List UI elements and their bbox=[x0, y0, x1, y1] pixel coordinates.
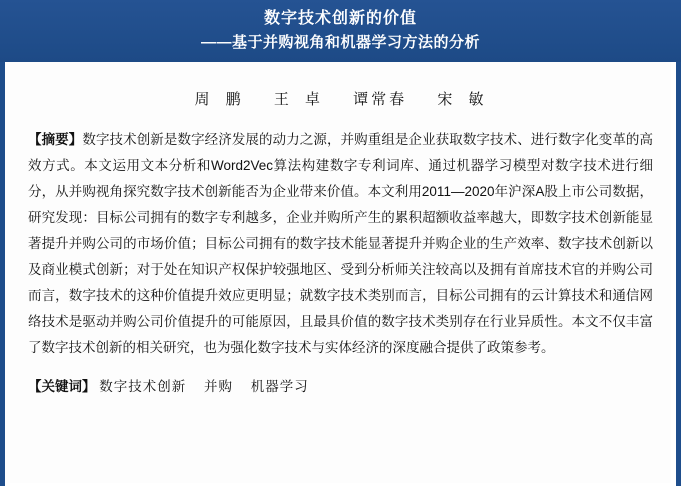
author-name: 周 鹏 bbox=[194, 91, 244, 108]
keyword-item: 数字技术创新 bbox=[99, 379, 187, 394]
author-list bbox=[28, 88, 653, 109]
document-body bbox=[0, 62, 681, 486]
keywords-block bbox=[28, 375, 653, 399]
document-header-band bbox=[0, 0, 681, 62]
abstract-block bbox=[28, 127, 653, 361]
page-subtitle: ——基于并购视角和机器学习方法的分析 bbox=[200, 34, 480, 51]
page-title: 数字技术创新的价值 bbox=[263, 10, 417, 27]
author-name: 宋 敏 bbox=[437, 91, 487, 108]
keyword-item: 并购 bbox=[204, 379, 234, 394]
document-content bbox=[10, 62, 671, 486]
keyword-item: 机器学习 bbox=[250, 379, 309, 394]
author-name: 王 卓 bbox=[273, 91, 323, 108]
keywords-label: 【关键词】 bbox=[28, 379, 96, 394]
abstract-label: 【摘要】 bbox=[28, 132, 83, 147]
author-name: 谭常春 bbox=[353, 91, 408, 108]
abstract-text: 数字技术创新是数字经济发展的动力之源，并购重组是企业获取数字技术、进行数字化变革的高效方式。本文运用文本分析和Word2Vec算法构建数字专利词库、通过机器学习模型对数字技术进行细分，从并购视角探究数字技术创新能否为企业带来价值。本文利用2011—2020年沪深A股上市公司数据，研究发现：目标公司拥有的数字专利越多，企业并购所产生的累积超额收益率越大，即数字技术创新能显著提升并购公司的市场价值；目标公司拥有的数字技术能显著提升并购企业的生产效率、数字技术创新以及商业模式创新；对于处在知识产权保护较强地区、受到分析师关注较高以及拥有首席技术官的并购公司而言，数字技术的这种价值提升效应更明显；就数字技术类别而言，目标公司拥有的云计算技术和通信网络技术是驱动并购公司价值提升的可能原因，且最具价值的数字技术类别存在行业异质性。本文不仅丰富了数字技术创新的相关研究，也为强化数字技术与实体经济的深度融合提供了政策参考。 bbox=[28, 132, 654, 355]
